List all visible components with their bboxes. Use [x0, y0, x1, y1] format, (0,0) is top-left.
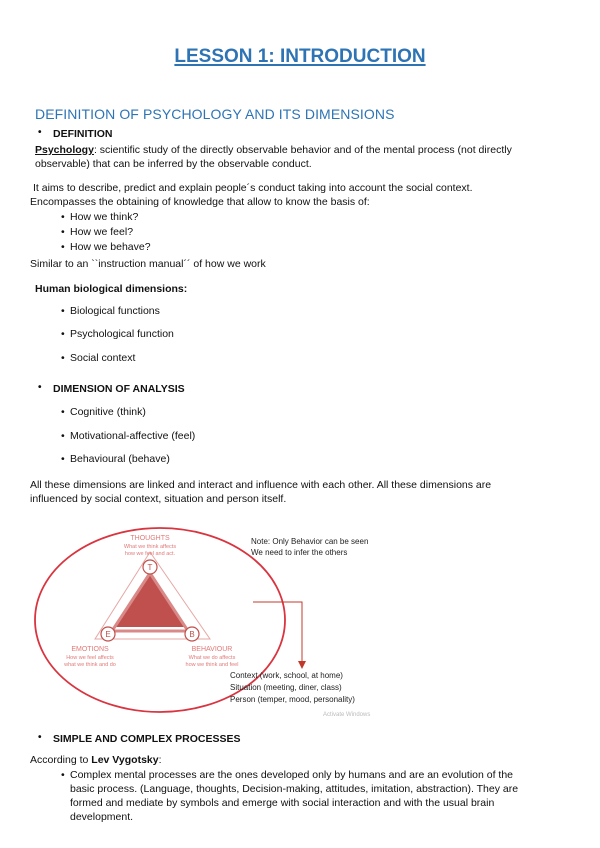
emotions-sub2: what we think and do: [64, 662, 116, 668]
list-item: • How we think?: [70, 211, 138, 223]
thoughts-title: THOUGHTS: [130, 535, 170, 542]
analysis-para-line1: All these dimensions are linked and interact and influence with each other. All these dimensions are: [30, 479, 492, 491]
list-item: • Psychological function: [70, 328, 174, 340]
bullet-analysis: •: [38, 382, 42, 393]
context-arrow: [253, 602, 302, 665]
author-name: Lev Vygotsky: [91, 754, 159, 766]
thoughts-sub2: how we feel and act.: [124, 551, 176, 557]
behaviour-title: BEHAVIOUR: [191, 646, 233, 653]
behaviour-sub2: how we think and feel: [185, 662, 239, 668]
definition-label: DEFINITION: [53, 128, 113, 140]
psychology-term: Psychology: [35, 144, 94, 156]
processes-line4: development.: [70, 811, 134, 823]
section-heading: DEFINITION OF PSYCHOLOGY AND ITS DIMENSIONS: [35, 106, 395, 122]
definition-line2: observable) that can be inferred by the observable conduct.: [35, 158, 312, 170]
aims-line2: Encompasses the obtaining of knowledge that allow to know the basis of:: [30, 196, 370, 208]
watermark-text: Activate Windows: [323, 712, 371, 718]
behaviour-sub1: What we do affects: [188, 655, 236, 661]
context-line: Context (work, school, at home): [230, 671, 343, 680]
processes-label: SIMPLE AND COMPLEX PROCESSES: [53, 733, 241, 745]
human-bio-heading: Human biological dimensions:: [35, 283, 188, 295]
list-item: • Biological functions: [70, 305, 160, 317]
thoughts-sub1: What we think affects: [123, 544, 177, 550]
analysis-label: DIMENSION OF ANALYSIS: [53, 383, 185, 395]
t-letter: T: [147, 563, 153, 572]
definition-line1: [35, 144, 512, 156]
note-line1: Note: Only Behavior can be seen: [251, 537, 369, 546]
situation-line: Situation (meeting, diner, class): [230, 683, 342, 692]
instruction-manual-line: Similar to an ``instruction manual´´ of how we work: [30, 258, 266, 270]
b-letter: B: [189, 630, 195, 639]
aims-line1: It aims to describe, predict and explain people´s conduct taking into account the social context.: [33, 182, 473, 194]
analysis-para-line2: influenced by social context, situation and person itself.: [30, 493, 287, 505]
e-letter: E: [105, 630, 111, 639]
list-item: • Cognitive (think): [70, 406, 146, 418]
note-line2: We need to infer the others: [251, 548, 348, 557]
processes-line1: • Complex mental processes are the ones developed only by humans and are an evolution of the: [70, 769, 513, 781]
definition-line1-rest: : scientific study of the directly observable behavior and of the mental process (not directly: [93, 144, 512, 156]
according-line: [30, 754, 162, 766]
according-pre: According to: [30, 754, 92, 766]
triangle-fill: [115, 575, 185, 627]
page-title: LESSON 1: INTRODUCTION: [174, 46, 426, 67]
according-post: :: [158, 754, 162, 766]
person-line: Person (temper, mood, personality): [230, 695, 355, 704]
list-item: • How we behave?: [70, 241, 151, 253]
bullet-processes: •: [38, 732, 42, 743]
list-item: • How we feel?: [70, 226, 133, 238]
processes-line3: formed and mediate by symbols and emerge with social interaction and with the usual brain: [70, 797, 495, 809]
bullet-definition: •: [38, 127, 42, 138]
list-item: • Behavioural (behave): [70, 453, 170, 465]
processes-line2: basic process. (Language, thoughts, Decision-making, attitudes, imitation, abstraction). They are: [70, 783, 519, 795]
list-item: • Social context: [70, 352, 135, 364]
list-item: • Motivational-affective (feel): [70, 430, 195, 442]
emotions-title: EMOTIONS: [71, 646, 109, 653]
emotions-sub1: How we feel affects: [66, 655, 114, 661]
